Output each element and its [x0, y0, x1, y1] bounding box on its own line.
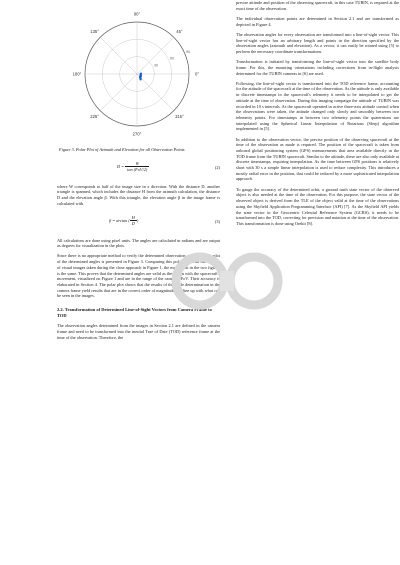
eq2-denominator: tan (FoV/2) [127, 167, 148, 173]
angle-tick-label: 315° [175, 113, 184, 119]
figure-caption: Figure 3. Polar Plot of Azimuth and Elevation for all Observation Points [59, 147, 185, 152]
eq3-denominator: D [131, 221, 135, 227]
paragraph: The observation angles determined from the images in Section 2.1 are defined in the camera frame and need to be transformed into the inertial True of Date (TOD) reference frame at the time of the observation. Therefore, the [57, 323, 220, 340]
polar-spoke [137, 37, 174, 74]
data-point [140, 72, 142, 74]
paragraph: To gauge the accuracy of the determined orbit, a ground truth state vector of the observed object is also needed at the time of the observation. For this purpose, the state vector of the observed object is derived from the TLE of the object valid at the time of the observations using the Skyfield Application Programming Interface (API) [7]. As the Skyfield API yields the state vector in the Geocentric Celestial Reference System (GCRS), it needs to be transformed into the TOD, correcting for precision and nutation at the time of the observation. This transformation is done using Orekit [8]. [236, 186, 399, 226]
eq2-numerator: W [125, 161, 149, 168]
paragraph: The observation angles for every observation are transformed into a line-of-sight vector. This line-of-sight vector has an arbitrary length and points in the direction specified by the observation angles (azimuth and elevation). As a vector, it can easily be rotated using [5] to perform the necessary coordinate transformations. [236, 31, 399, 54]
paragraph: precise attitude and position of the observing spacecraft, in this case TUBIN, is required at the exact time of the observation. [236, 0, 399, 11]
equation-3: β = arctan ( $\frac{H}{D}$ ) (3) [109, 214, 220, 227]
eq2-number: (2) [214, 164, 220, 170]
right-column [236, 0, 399, 231]
paragraph: Following, the line-of-sight vector is transformed into the TOD reference frame, accounting for the attitude of the spacecraft at the time of the observation. As the attitude is only available in discrete timestamps in the spacecraft's telemetry it needs to be interpolated to get the attitude at the time of observation. During this imaging campaign the attitude of TUBIN was recorded in 10 s intervals. As the spacecraft operated in active three-axis attitude control when the observations were taken, the attitude changed only slowly and smoothly between two telemetry points. For timestamps in between two telemetry points the quaternions are interpolated using the Spherical Linear Interpolation of Rotations (Slerp) algorithm implemented in [5]. [236, 80, 399, 132]
angle-tick-label: 0° [194, 71, 200, 77]
angle-tick-label: 90° [133, 11, 141, 17]
paragraph: All calculations are done using pixel units. The angles are calculated in radians and are output as degrees for visualization in the plots. [57, 237, 220, 249]
radial-tick-label: 90 [186, 50, 191, 55]
eq3-numerator: H [131, 214, 135, 220]
angle-tick-label: 225° [90, 113, 99, 119]
equation-2 [57, 158, 220, 180]
paragraph: where W corresponds to half of the image size in x direction. With the distance D, another triangle is spanned, which includes the distance H from the azimuth calculation, the distance D and the elevation angle β. With this triangle, the elevation angle β in the image frame is calculated with [57, 183, 220, 206]
paragraph: Since there is no appropriate method to verify the determined observation angles, a polar plot of the determined angles is presented in Figure 3. Comparing this polar plot with the overlay of visual images taken during the close approach in Figure 1, the movement in the two figures is the same. This proves that the determined angles are valid as they align with the spacecraft's movement, visualized on Figure 1 and are in the range of the camera's FoV. Their accuracy is elaborated in Section 4. The polar plot shows that the results of the angle determination in the camera frame yield results that are in the correct order of magnitude and line up with what can be seen in the images. [57, 253, 220, 299]
section-heading: 2.2. Transformation of Determined Line-of-Sight Vectors from Camera Frame to TOD [57, 307, 212, 318]
angle-tick-label: 45° [176, 29, 183, 35]
angle-tick-label: 180° [72, 71, 82, 77]
angle-tick-label: 135° [90, 29, 99, 35]
eq3-number: (3) [214, 218, 220, 224]
eq2-lhs: D = [117, 163, 125, 169]
eq3-lhs: β = arctan [109, 217, 128, 223]
radial-tick-label: 30 [154, 63, 159, 68]
paragraph: Transformation is initiated by transforming the line-of-sight vector into the satellite body frame. For this, the mounting orientations including corrections from in-flight analysis determined for the TUBIN cameras in [6] are used. [236, 59, 399, 76]
polar-plot-figure [57, 0, 220, 145]
polar-spoke [100, 74, 137, 111]
paragraph: In addition to the observation vector, the precise position of the observing spacecraft at the time of the observation as made is required. The position of the spacecraft is taken from onboard global positioning system (GPS) measurements that area available directly in the TOD frame from the TUBIN spacecraft. Similar to the attitude, these are also only available at discrete timestamps, requiring interpolation. As the time between GPS positions is relatively short with 30 s a simple linear interpolation is used to reduce complexity. This introduces a mostly radial error in the position, that could be reduced by a more sophisticated interpolation approach. [236, 136, 399, 182]
radial-tick-label: 60 [170, 56, 175, 61]
polar-spoke [137, 74, 174, 111]
angle-tick-label: 270° [132, 131, 142, 137]
polar-plot [57, 0, 220, 145]
polar-spoke [100, 37, 137, 74]
paragraph: The individual observation points are determined in Section 2.1 and are transformed as depicted in Figure 4. [236, 15, 399, 27]
watermark-logo [168, 233, 288, 328]
